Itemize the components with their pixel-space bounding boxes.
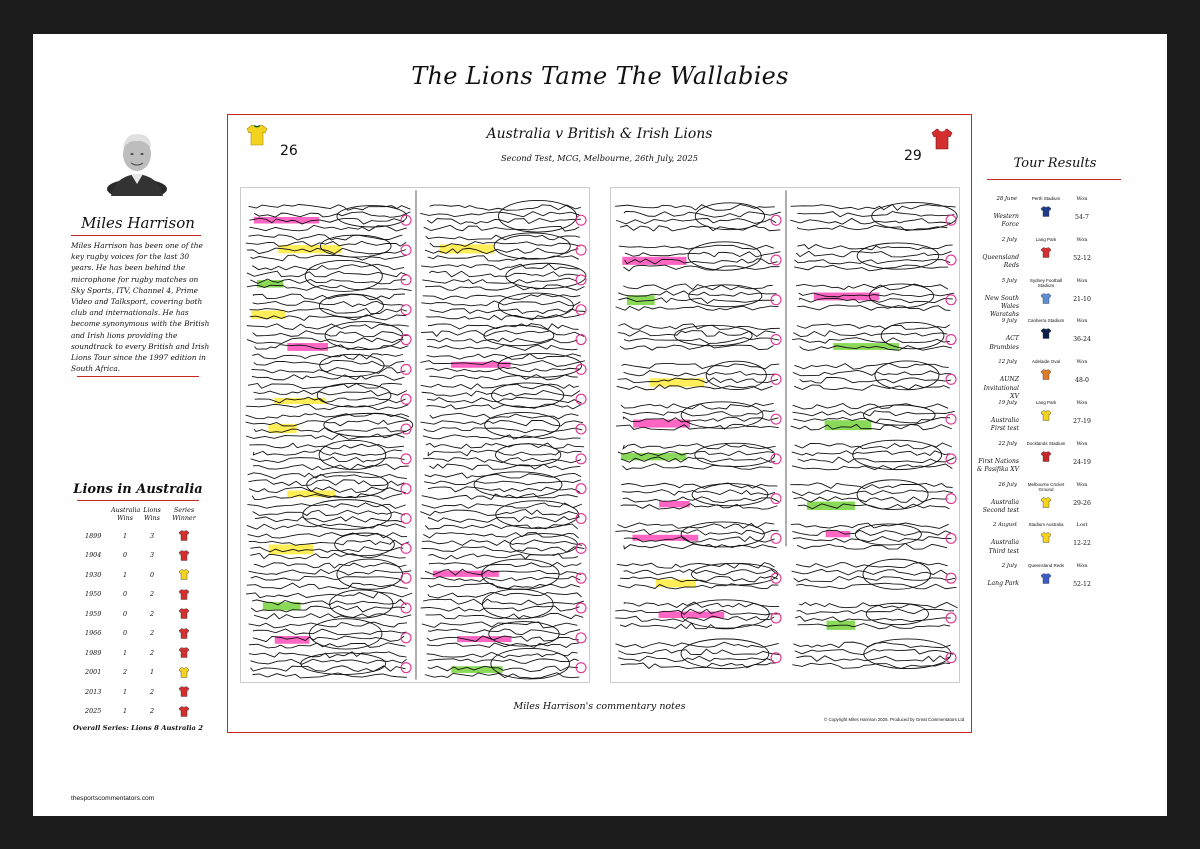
tour-result-row [977, 398, 1137, 439]
tour-score: 52-12 [1073, 254, 1091, 262]
tour-result: Won [1076, 563, 1088, 570]
opponent-shirt-icon [1040, 572, 1052, 585]
opponent-kit [1023, 246, 1069, 259]
tour-score: 24-19 [1073, 458, 1091, 466]
tour-score: 54-7 [1075, 214, 1089, 221]
lions-shirt-icon [930, 127, 954, 151]
tour-venue: Adelaide Oval [1031, 359, 1061, 365]
tour-date: 2 July [1001, 236, 1017, 243]
lions-shirt-icon [178, 588, 190, 601]
lions-wins-cell: 2 [149, 609, 155, 618]
lions-wins-cell: 0 [149, 570, 155, 579]
tour-venue: Melbourne Cricket Ground [1027, 481, 1065, 492]
series-winner-cell [165, 568, 203, 581]
series-winner-cell [165, 627, 203, 640]
tour-result: Won [1076, 440, 1088, 447]
tour-venue: Canberra Stadium [1027, 318, 1065, 324]
opponent-kit [1023, 450, 1069, 463]
lions-shirt-icon [178, 705, 190, 718]
tour-result: Won [1076, 277, 1088, 284]
tour-date: 12 July [998, 359, 1017, 366]
tour-result: Won [1076, 481, 1088, 488]
tour-date: 2 August [993, 522, 1017, 529]
table-row [85, 663, 203, 683]
year-cell: 2025 [85, 707, 102, 716]
lions-wins-cell: 2 [149, 629, 155, 638]
tour-date: 5 July [1001, 277, 1017, 284]
lions-wins-cell: 2 [149, 590, 155, 599]
table-row [85, 624, 203, 644]
tour-result: Won [1076, 399, 1088, 406]
australia-wins-cell: 0 [122, 629, 128, 638]
tour-opponent: Western Force [993, 213, 1019, 229]
divider [77, 376, 199, 377]
tour-result-row [977, 561, 1137, 602]
tour-opponent: Australia Second test [982, 498, 1019, 514]
lions-shirt-icon [178, 685, 190, 698]
australia-wins-cell: 2 [122, 668, 128, 677]
match-subtitle: Second Test, MCG, Melbourne, 26th July, 2025 [500, 153, 699, 163]
commentary-notes-sheet-lions [610, 187, 960, 683]
table-row [85, 682, 203, 702]
series-winner-cell [165, 529, 203, 542]
australia-wins-cell: 1 [122, 707, 128, 716]
overall-series: Overall Series: Lions 8 Australia 2 [72, 724, 204, 732]
table-row [85, 702, 203, 722]
website-url: thesportscommentators.com [71, 795, 155, 802]
tour-result-row [977, 194, 1137, 235]
year-cell: 1899 [85, 531, 102, 540]
opponent-kit [1023, 327, 1069, 340]
lions-in-australia-title: Lions in Australia [73, 482, 203, 497]
tour-result: Lost [1076, 522, 1088, 529]
divider [987, 179, 1121, 180]
tour-opponent: ACT Brumbies [989, 335, 1019, 351]
opponent-shirt-icon [1040, 368, 1052, 381]
opponent-kit [1023, 572, 1069, 585]
series-winner-cell [165, 607, 203, 620]
australia-wins-cell: 1 [122, 570, 128, 579]
table-row [85, 604, 203, 624]
tour-opponent: First Nations & Pasifika XV [977, 457, 1019, 474]
table-row [85, 643, 203, 663]
tour-opponent: New South Wales Waratahs [984, 294, 1019, 319]
year-cell: 2013 [85, 687, 102, 696]
tour-result-row [977, 316, 1137, 357]
tour-opponent: AUNZ Invitational XV [983, 376, 1019, 400]
tour-result-row [977, 276, 1137, 317]
year-cell: 1904 [85, 551, 102, 560]
header-series-winner: Series Winner [172, 506, 196, 522]
tour-result-row [977, 439, 1137, 480]
tour-score: 27-19 [1073, 417, 1091, 425]
year-cell: 1989 [85, 648, 102, 657]
opponent-shirt-icon [1040, 205, 1052, 218]
commentator-name: Miles Harrison [81, 214, 195, 232]
tour-opponent: Australia Third test [988, 539, 1019, 555]
table-row [85, 546, 203, 566]
commentator-photo [105, 126, 169, 196]
lions-shirt-icon [178, 607, 190, 620]
australia-wins-cell: 0 [122, 609, 128, 618]
tour-date: 28 June [996, 196, 1017, 202]
tour-venue: Docklands Stadium [1026, 440, 1066, 446]
opponent-kit [1023, 496, 1069, 509]
lions-wins-cell: 1 [149, 668, 155, 677]
lions-shirt-icon [178, 646, 190, 659]
lions-wins-cell: 2 [149, 707, 155, 716]
lions-wins-cell: 2 [149, 687, 155, 696]
australia-shirt-icon [178, 666, 190, 679]
lions-shirt-icon [178, 627, 190, 640]
lions-score: 29 [904, 148, 922, 164]
tour-opponent: Queensland Reds [982, 253, 1019, 270]
opponent-kit [1023, 205, 1069, 218]
tour-date: 26 July [998, 481, 1017, 488]
tour-result-row [977, 480, 1137, 521]
australia-shirt-icon [178, 568, 190, 581]
series-winner-cell [165, 666, 203, 679]
tour-opponent: Lang Park [987, 580, 1019, 588]
header-australia-wins: Australia Wins [111, 506, 141, 522]
table-row [85, 565, 203, 585]
tour-opponent: Australia First test [990, 416, 1019, 433]
notes-caption: Miles Harrison's commentary notes [513, 701, 686, 712]
tour-venue: Queensland Reds [1027, 563, 1065, 569]
match-title: Australia v British & Irish Lions [486, 126, 713, 142]
australia-score: 26 [280, 143, 298, 159]
lions-shirt-icon [178, 549, 190, 562]
tour-score: 12-22 [1073, 540, 1091, 548]
australia-wins-cell: 0 [122, 551, 128, 560]
opponent-shirt-icon [1040, 496, 1052, 509]
copyright-text: © Copyright Miles Harrison 2025. Produced by Great Commentators Ltd [824, 717, 965, 722]
commentary-notes-sheet-australia [240, 187, 590, 683]
lions-wins-cell: 3 [149, 531, 155, 540]
australia-wins-cell: 1 [122, 687, 128, 696]
match-frame [227, 114, 972, 733]
tour-score: 48-0 [1075, 377, 1089, 385]
tour-result: Won [1076, 236, 1088, 243]
year-cell: 1950 [85, 590, 102, 599]
tour-result: Won [1076, 318, 1088, 325]
australia-wins-cell: 1 [122, 531, 128, 540]
tour-score: 52-12 [1073, 581, 1091, 589]
opponent-shirt-icon [1040, 327, 1052, 340]
series-winner-cell [165, 646, 203, 659]
opponent-kit [1023, 292, 1069, 305]
opponent-shirt-icon [1040, 531, 1052, 544]
opponent-kit [1023, 409, 1069, 422]
year-cell: 1966 [85, 629, 102, 638]
divider [77, 500, 199, 501]
tour-date: 9 July [1001, 318, 1017, 325]
lions-in-australia-table [85, 506, 203, 721]
lions-shirt-icon [178, 529, 190, 542]
series-winner-cell [165, 588, 203, 601]
lions-wins-cell: 3 [149, 551, 155, 560]
header-lions-wins: Lions Wins [143, 506, 161, 522]
tour-result: Won [1076, 359, 1088, 366]
tour-date: 19 July [998, 399, 1017, 406]
poster-title: The Lions Tame The Wallabies [411, 62, 789, 90]
lions-wins-cell: 2 [149, 648, 155, 657]
tour-venue: Lang Park [1035, 399, 1057, 405]
year-cell: 2001 [85, 668, 102, 677]
tour-venue: Perth Stadium [1031, 196, 1061, 201]
tour-score: 21-10 [1073, 295, 1091, 303]
opponent-kit [1023, 368, 1069, 381]
tour-result: Won [1076, 196, 1088, 202]
australia-wins-cell: 0 [122, 590, 128, 599]
divider [71, 235, 201, 236]
opponent-shirt-icon [1040, 246, 1052, 259]
poster-sheet [33, 34, 1167, 816]
year-cell: 1930 [85, 570, 102, 579]
series-winner-cell [165, 705, 203, 718]
series-winner-cell [165, 685, 203, 698]
opponent-shirt-icon [1040, 450, 1052, 463]
tour-score: 36-24 [1073, 336, 1091, 344]
series-winner-cell [165, 549, 203, 562]
tour-results-table [977, 194, 1137, 602]
tour-venue: Stadium Australia [1028, 522, 1064, 528]
tour-result-row [977, 357, 1137, 398]
year-cell: 1959 [85, 609, 102, 618]
tour-result-row [977, 520, 1137, 561]
tour-results-title: Tour Results [1013, 156, 1097, 171]
tour-venue: Sydney Football Stadium [1029, 277, 1063, 288]
table-row [85, 585, 203, 605]
tour-venue: Lang Park [1035, 236, 1057, 242]
table-header [85, 506, 203, 526]
opponent-shirt-icon [1040, 292, 1052, 305]
table-row [85, 526, 203, 546]
commentator-bio: Miles Harrison has been one of the key rugby voices for the last 30 years. He has been behind the microphone for rugby matches on Sky Sports, ITV, Channel 4, Prime Video and Talksport, covering both club and internationals. He has become synonymous with the British and Irish lions providing the soundtrack to every British and Irish Lions Tour since the 1997 edition in South Africa. [71, 241, 210, 374]
opponent-kit [1023, 531, 1069, 544]
tour-date: 22 July [998, 440, 1017, 447]
australia-wins-cell: 1 [122, 648, 128, 657]
opponent-shirt-icon [1040, 409, 1052, 422]
tour-result-row [977, 235, 1137, 276]
tour-score: 29-26 [1073, 499, 1091, 507]
tour-date: 2 July [1001, 563, 1017, 570]
